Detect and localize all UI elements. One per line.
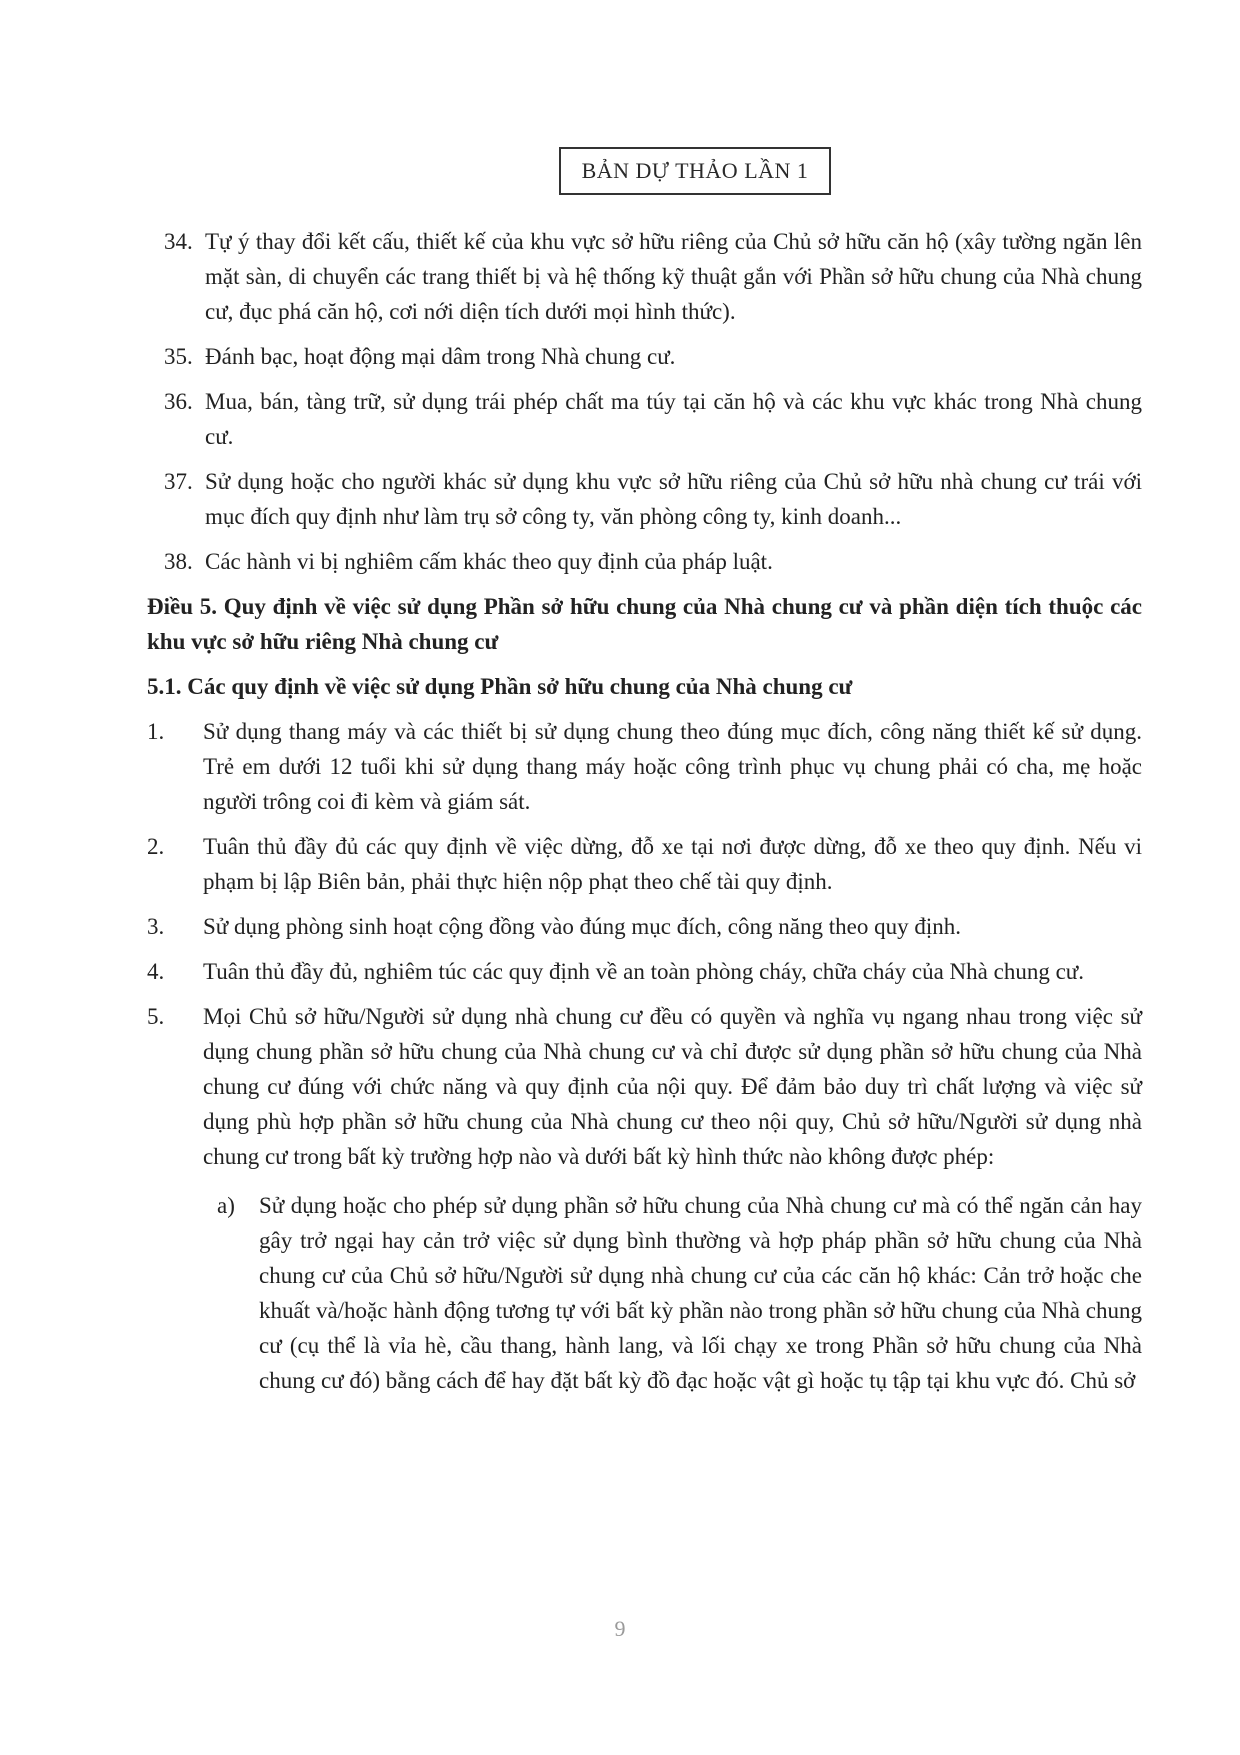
- section-5-1-heading: 5.1. Các quy định về việc sử dụng Phần sở hữu chung của Nhà chung cư: [147, 674, 853, 699]
- list-item-35: [147, 339, 1142, 374]
- sub-item-a: [147, 1188, 1142, 1398]
- item-text: Sử dụng thang máy và các thiết bị sử dụng chung theo đúng mục đích, công năng thiết kế sử dụng. Trẻ em dưới 12 tuổi khi sử dụng thang máy hoặc công trình phục vụ chung phải có cha, mẹ hoặc người trông coi đi kèm và giám sát.: [203, 719, 1142, 814]
- item-text: Mua, bán, tàng trữ, sử dụng trái phép chất ma túy tại căn hộ và các khu vực khác trong Nhà chung cư.: [205, 389, 1142, 449]
- item-text: Các hành vi bị nghiêm cấm khác theo quy định của pháp luật.: [205, 549, 773, 574]
- draft-label-box: [559, 147, 831, 195]
- rule-item-3: [147, 909, 1142, 944]
- list-item-36: [147, 384, 1142, 454]
- list-item-34: [147, 224, 1142, 329]
- item-number: 37.: [164, 469, 193, 494]
- item-number: 3.: [147, 914, 165, 939]
- rule-item-1: [147, 714, 1142, 819]
- item-text: Tuân thủ đầy đủ, nghiêm túc các quy định về an toàn phòng cháy, chữa cháy của Nhà chung cư.: [203, 959, 1085, 984]
- rule-item-2: [147, 829, 1142, 899]
- item-text: Mọi Chủ sở hữu/Người sử dụng nhà chung cư đều có quyền và nghĩa vụ ngang nhau trong việc sử dụng chung phần sở hữu chung của Nhà chung cư và chỉ được sử dụng phần sở hữu chung của Nhà chung cư đúng với chức năng và quy định của nội quy. Để đảm bảo duy trì chất lượng và việc sử dụng phù hợp phần sở hữu chung của Nhà chung cư theo nội quy, Chủ sở hữu/Người sử dụng nhà chung cư trong bất kỳ trường hợp nào và dưới bất kỳ hình thức nào không được phép:: [203, 1004, 1142, 1169]
- item-number: 36.: [164, 389, 193, 414]
- item-text: Đánh bạc, hoạt động mại dâm trong Nhà chung cư.: [205, 344, 676, 369]
- sub-item-text: Sử dụng hoặc cho phép sử dụng phần sở hữu chung của Nhà chung cư mà có thể ngăn cản hay gây trở ngại hay cản trở việc sử dụng bình thường và hợp pháp phần sở hữu chung của Nhà chung cư của Chủ sở hữu/Người sử dụng nhà chung cư của các căn hộ khác: Cản trở hoặc che khuất và/hoặc hành động tương tự với bất kỳ phần nào trong phần sở hữu chung của Nhà chung cư (cụ thể là vỉa hè, cầu thang, hành lang, và lối chạy xe trong Phần sở hữu chung của Nhà chung cư đó) bằng cách để hay đặt bất kỳ đồ đạc hoặc vật gì hoặc tụ tập tại khu vực đó. Chủ sở: [259, 1193, 1142, 1393]
- sub-item-letter: a): [217, 1193, 235, 1218]
- item-text: Tự ý thay đổi kết cấu, thiết kế của khu vực sở hữu riêng của Chủ sở hữu căn hộ (xây tường ngăn lên mặt sàn, di chuyển các trang thiết bị và hệ thống kỹ thuật gắn với Phần sở hữu chung của Nhà chung cư, đục phá căn hộ, cơi nới diện tích dưới mọi hình thức).: [205, 229, 1142, 324]
- rule-item-5: [147, 999, 1142, 1174]
- list-item-37: [147, 464, 1142, 534]
- item-number: 5.: [147, 1004, 165, 1029]
- page-number: 9: [614, 1616, 626, 1641]
- item-number: 38.: [164, 549, 193, 574]
- item-number: 4.: [147, 959, 165, 984]
- item-text: Sử dụng hoặc cho người khác sử dụng khu vực sở hữu riêng của Chủ sở hữu nhà chung cư trái với mục đích quy định như làm trụ sở công ty, văn phòng công ty, kinh doanh...: [205, 469, 1142, 529]
- item-number: 34.: [164, 229, 193, 254]
- list-item-38: [147, 544, 1142, 579]
- item-text: Sử dụng phòng sinh hoạt cộng đồng vào đúng mục đích, công năng theo quy định.: [203, 914, 961, 939]
- document-body: [147, 224, 1142, 1398]
- item-number: 2.: [147, 834, 165, 859]
- article-5-heading: Điều 5. Quy định về việc sử dụng Phần sở hữu chung của Nhà chung cư và phần diện tích thuộc các khu vực sở hữu riêng Nhà chung cư: [147, 594, 1142, 654]
- item-number: 1.: [147, 719, 165, 744]
- item-text: Tuân thủ đầy đủ các quy định về việc dừng, đỗ xe tại nơi được dừng, đỗ xe theo quy định. Nếu vi phạm bị lập Biên bản, phải thực hiện nộp phạt theo chế tài quy định.: [203, 834, 1142, 894]
- rule-item-4: [147, 954, 1142, 989]
- item-number: 35.: [164, 344, 193, 369]
- draft-label: BẢN DỰ THẢO LẦN 1: [581, 158, 809, 183]
